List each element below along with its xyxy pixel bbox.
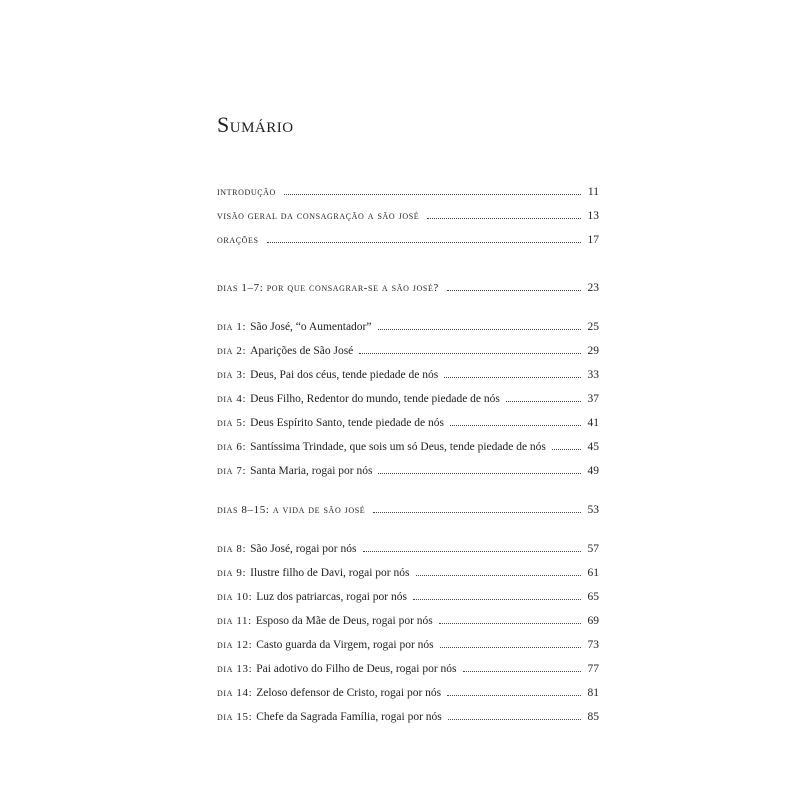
entry-title: Deus Espírito Santo, tende piedade de nós xyxy=(250,417,444,429)
entry-title: Chefe da Sagrada Família, rogai por nós xyxy=(256,711,442,723)
entry-title: Aparições de São José xyxy=(250,345,354,357)
entry-page-number: 53 xyxy=(587,504,599,516)
dot-leader xyxy=(506,400,581,402)
toc-entry[interactable] xyxy=(217,542,599,556)
toc-entry[interactable] xyxy=(217,614,599,628)
dot-leader xyxy=(359,352,581,354)
entry-prefix: dia 5: xyxy=(217,417,247,429)
entry-title: São José, “o Aumentador” xyxy=(250,321,372,333)
entry-page-number: 11 xyxy=(587,186,599,198)
entry-prefix: dia 6: xyxy=(217,441,247,453)
entry-prefix: dia 2: xyxy=(217,345,247,357)
entry-page-number: 45 xyxy=(587,441,599,453)
toc-entry[interactable] xyxy=(217,464,599,478)
dot-leader xyxy=(416,574,582,576)
entry-page-number: 29 xyxy=(587,345,599,357)
toc-entry[interactable] xyxy=(217,662,599,676)
dot-leader xyxy=(427,217,581,219)
entry-page-number: 85 xyxy=(587,711,599,723)
dot-leader xyxy=(413,598,581,600)
entry-page-number: 13 xyxy=(587,210,599,222)
entry-title: Esposo da Mãe de Deus, rogai por nós xyxy=(255,615,433,627)
entry-prefix: dias 8–15: a vida de são josé xyxy=(217,504,366,516)
entry-prefix: dia 10: xyxy=(217,591,253,603)
entry-page-number: 57 xyxy=(587,543,599,555)
entry-page-number: 65 xyxy=(587,591,599,603)
entry-page-number: 73 xyxy=(587,639,599,651)
dot-leader xyxy=(439,622,581,624)
entry-title: Santíssima Trindade, que sois um só Deus, tende piedade de nós xyxy=(250,441,546,453)
toc-entry[interactable] xyxy=(217,638,599,652)
dot-leader xyxy=(373,511,581,513)
toc-entry[interactable] xyxy=(217,392,599,406)
entry-prefix: visão geral da consagração a são josé xyxy=(217,210,420,222)
toc-entry[interactable] xyxy=(217,320,599,334)
toc-entry[interactable] xyxy=(217,344,599,358)
entry-prefix: dia 4: xyxy=(217,393,247,405)
entry-title: Santa Maria, rogai por nós xyxy=(250,465,373,477)
entry-page-number: 77 xyxy=(587,663,599,675)
entry-title: Deus Filho, Redentor do mundo, tende piedade de nós xyxy=(250,393,500,405)
entry-prefix: dia 8: xyxy=(217,543,247,555)
entry-prefix: introdução xyxy=(217,186,276,198)
entry-page-number: 81 xyxy=(587,687,599,699)
dot-leader xyxy=(448,718,581,720)
entry-prefix: dia 3: xyxy=(217,369,247,381)
toc-section-heading[interactable] xyxy=(217,503,599,517)
entry-prefix: dia 7: xyxy=(217,465,247,477)
entry-page-number: 33 xyxy=(587,369,599,381)
entry-prefix: dia 1: xyxy=(217,321,247,333)
entry-page-number: 41 xyxy=(587,417,599,429)
entry-prefix: dia 9: xyxy=(217,567,247,579)
entry-page-number: 25 xyxy=(587,321,599,333)
dot-leader xyxy=(284,193,581,195)
entry-page-number: 49 xyxy=(587,465,599,477)
entry-title: Luz dos patriarcas, rogai por nós xyxy=(256,591,407,603)
dot-leader xyxy=(267,241,581,243)
entry-title: Deus, Pai dos céus, tende piedade de nós xyxy=(250,369,439,381)
dot-leader xyxy=(463,670,581,672)
dot-leader xyxy=(378,472,581,474)
entry-title: São José, rogai por nós xyxy=(250,543,357,555)
toc-entry[interactable] xyxy=(217,710,599,724)
toc-section-heading[interactable] xyxy=(217,281,599,295)
entry-page-number: 17 xyxy=(587,234,599,246)
toc-entry[interactable] xyxy=(217,368,599,382)
entry-page-number: 23 xyxy=(587,282,599,294)
dot-leader xyxy=(444,376,581,378)
dot-leader xyxy=(447,289,581,291)
dot-leader xyxy=(552,448,581,450)
dot-leader xyxy=(447,694,581,696)
toc-entry[interactable] xyxy=(217,440,599,454)
entry-prefix: dia 15: xyxy=(217,711,253,723)
entry-prefix: orações xyxy=(217,234,259,246)
entry-prefix: dias 1–7: por que consagrar-se a são josé? xyxy=(217,282,439,294)
toc-entry[interactable] xyxy=(217,233,599,247)
toc-entry[interactable] xyxy=(217,416,599,430)
page-title: Sumário xyxy=(217,112,294,137)
dot-leader xyxy=(363,550,582,552)
entry-prefix: dia 11: xyxy=(217,615,252,627)
dot-leader xyxy=(450,424,581,426)
entry-page-number: 61 xyxy=(587,567,599,579)
entry-page-number: 69 xyxy=(587,615,599,627)
entry-title: Pai adotivo do Filho de Deus, rogai por nós xyxy=(256,663,457,675)
entry-title: Zeloso defensor de Cristo, rogai por nós xyxy=(256,687,442,699)
entry-prefix: dia 14: xyxy=(217,687,253,699)
entry-prefix: dia 13: xyxy=(217,663,253,675)
toc-entry[interactable] xyxy=(217,566,599,580)
entry-title: Ilustre filho de Davi, rogai por nós xyxy=(250,567,410,579)
toc-entry[interactable] xyxy=(217,686,599,700)
toc-entry[interactable] xyxy=(217,590,599,604)
entry-page-number: 37 xyxy=(587,393,599,405)
dot-leader xyxy=(440,646,581,648)
dot-leader xyxy=(378,328,582,330)
toc-entry[interactable] xyxy=(217,209,599,223)
toc-entry[interactable] xyxy=(217,185,599,199)
entry-prefix: dia 12: xyxy=(217,639,253,651)
entry-title: Casto guarda da Virgem, rogai por nós xyxy=(256,639,434,651)
